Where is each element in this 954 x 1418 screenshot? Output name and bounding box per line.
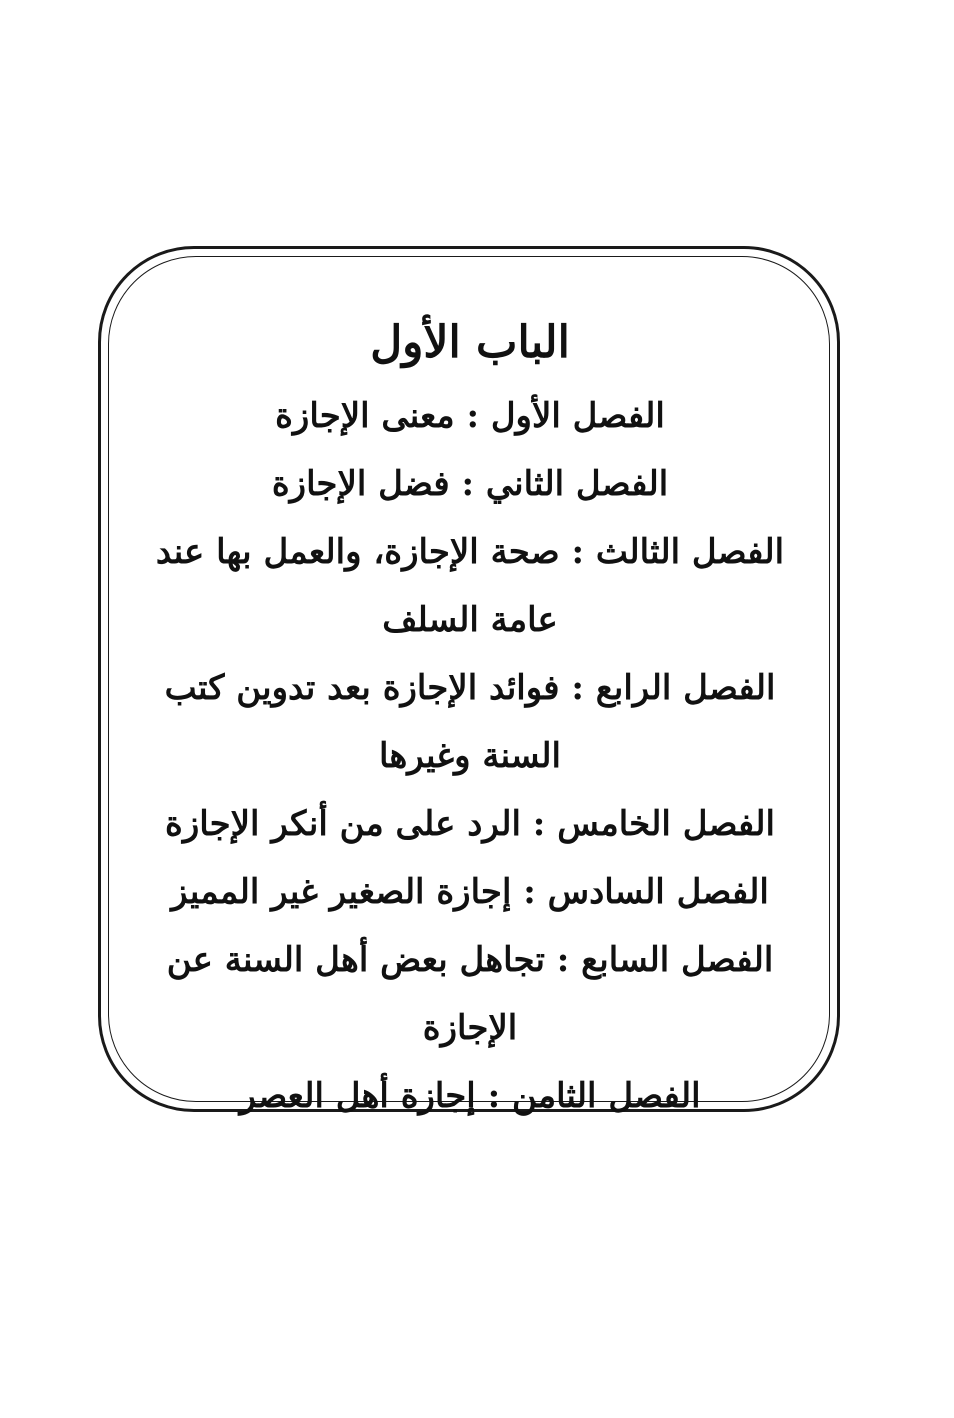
section-item-5: الفصل الخامس : الرد على من أنكر الإجازة [165,804,775,844]
section-item-7: الفصل السابع : تجاهل بعض أهل السنة عن الإجازة [166,940,774,1048]
chapter-title: الباب الأول [370,317,570,368]
section-item-3: الفصل الثالث : صحة الإجازة، والعمل بها عند عامة السلف [155,532,785,640]
section-item-4: الفصل الرابع : فوائد الإجازة بعد تدوين كتب السنة وغيرها [164,668,776,776]
section-item-2: الفصل الثاني : فضل الإجازة [271,464,669,504]
section-item-1: الفصل الأول : معنى الإجازة [275,396,665,436]
section-item-6: الفصل السادس : إجازة الصغير غير المميز [171,872,769,912]
section-item-8: الفصل الثامن : إجازة أهل العصر [239,1076,701,1116]
section-list [150,382,790,1130]
chapter-contents [150,300,790,1130]
